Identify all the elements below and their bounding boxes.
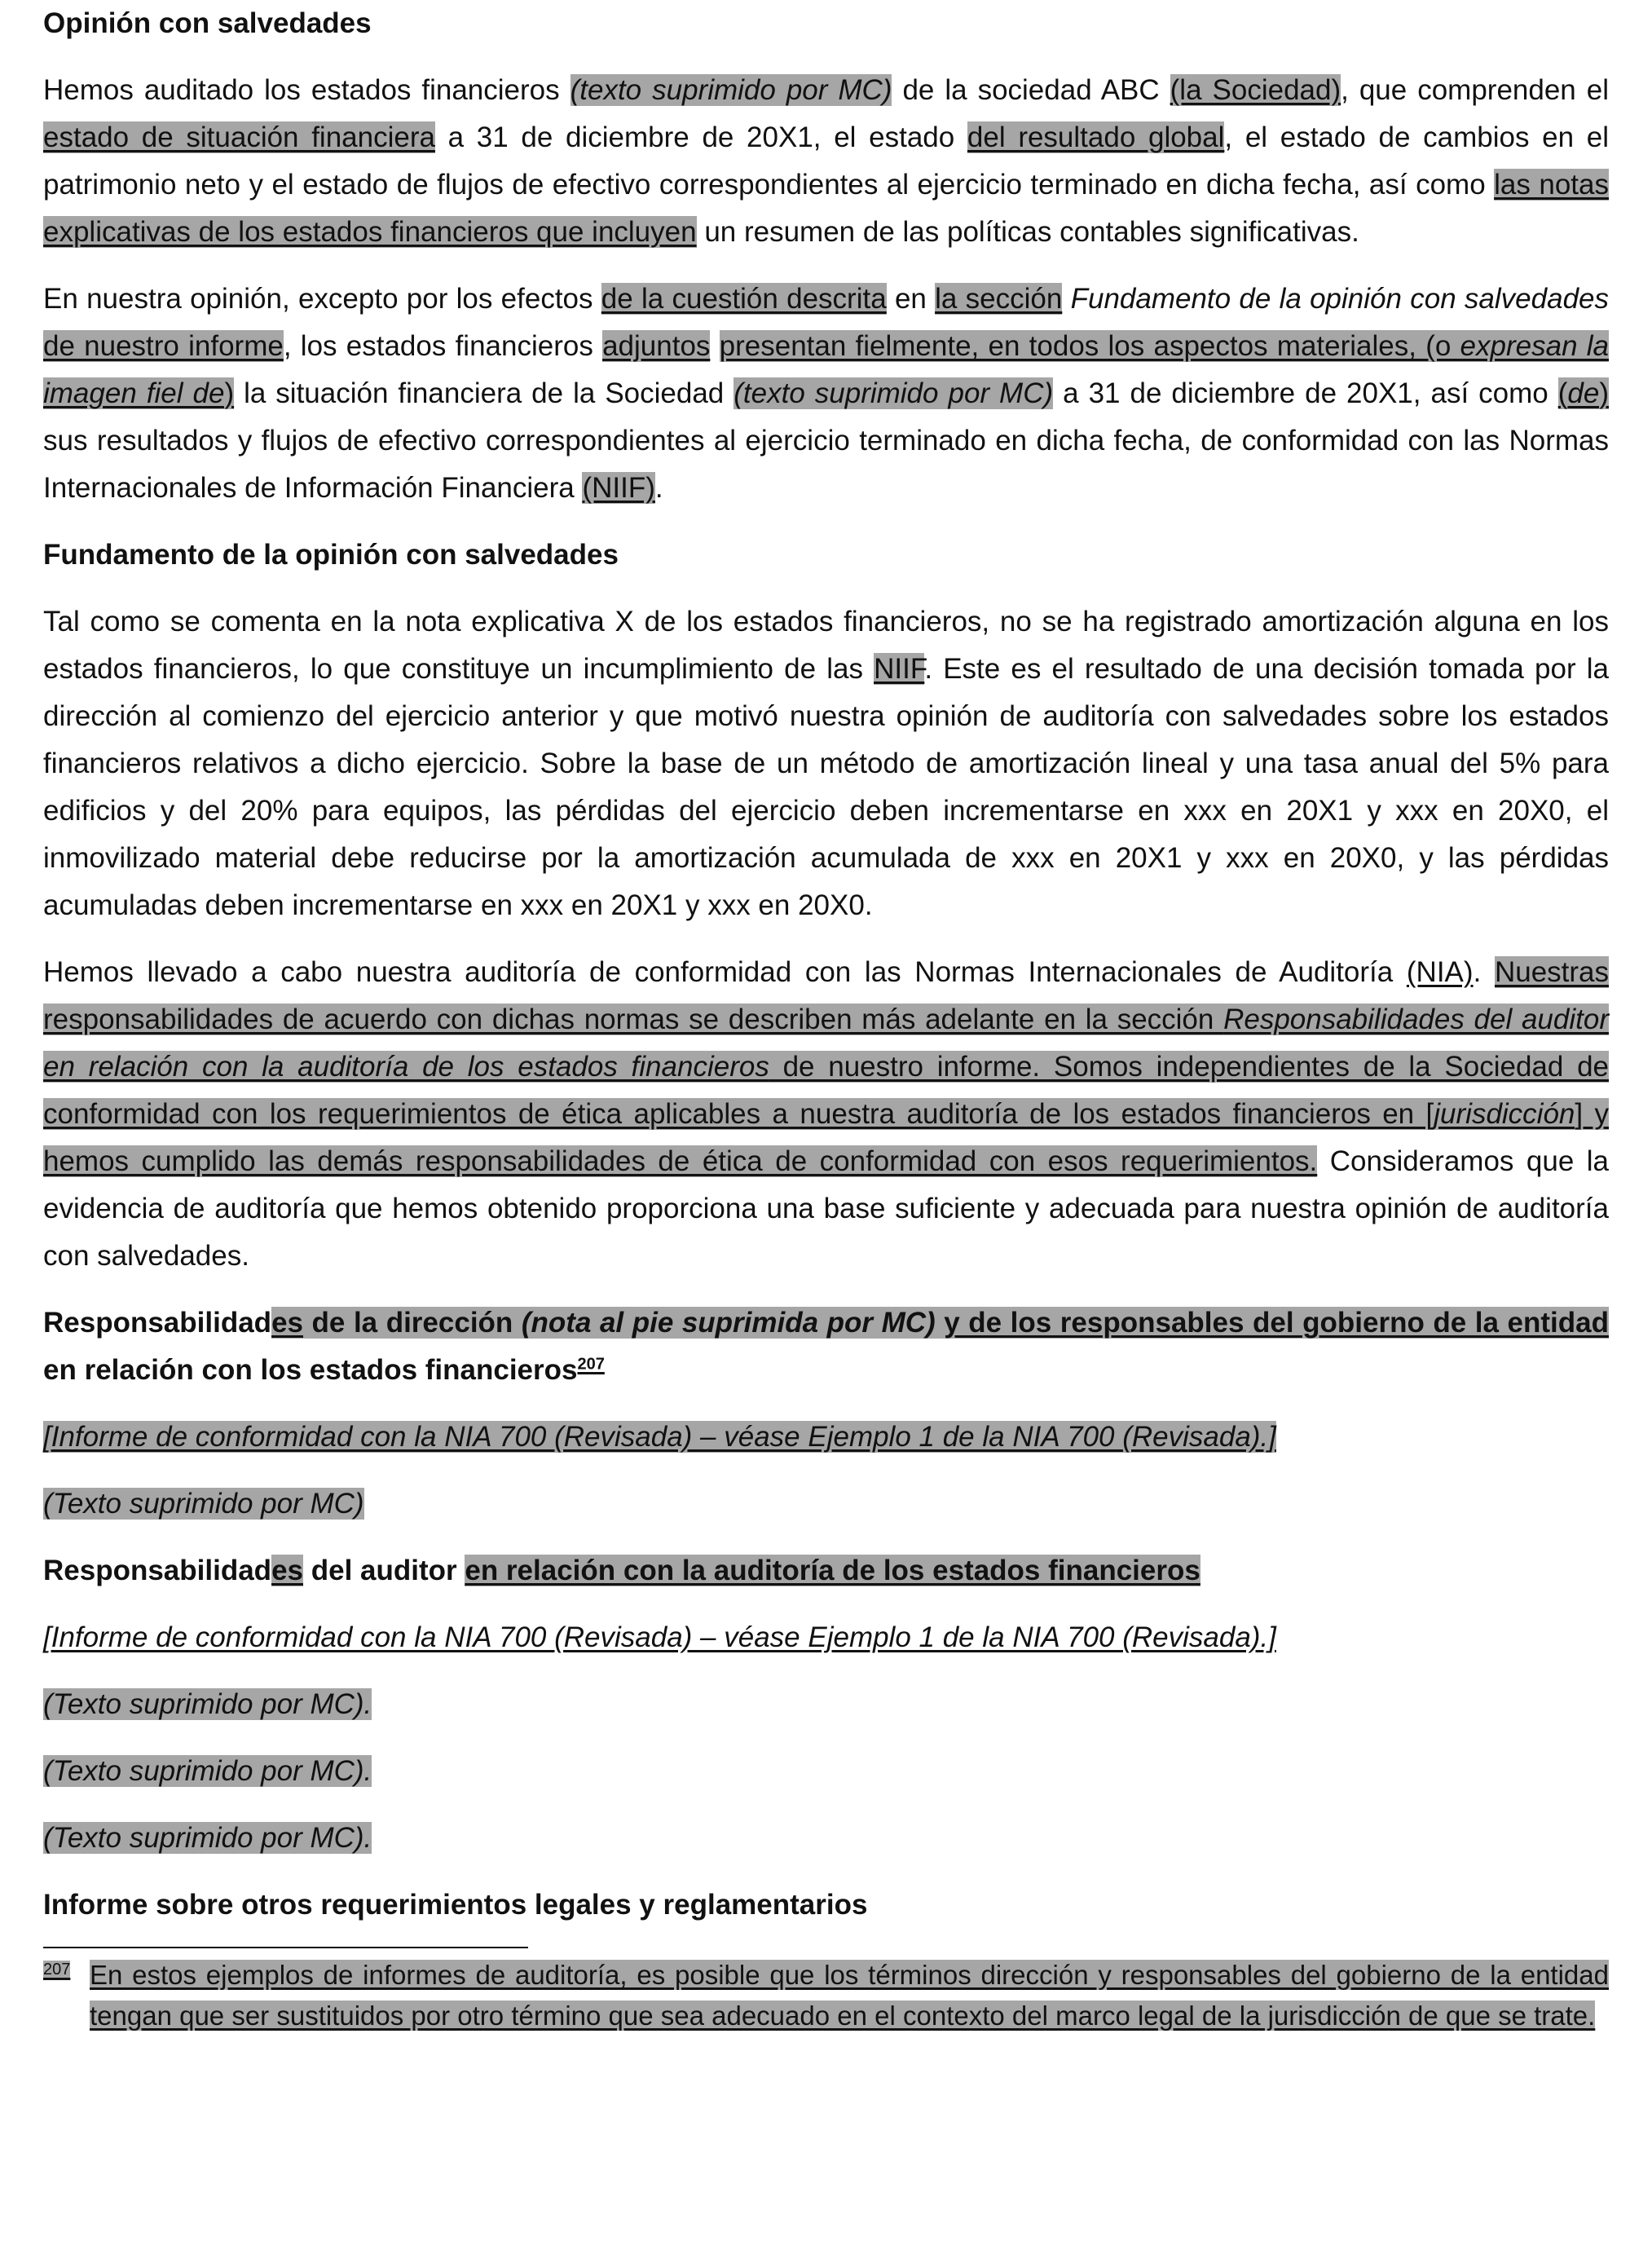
text-run: Fundamento de la opinión con salvedades <box>1070 283 1610 315</box>
text-run: Responsabilidad <box>43 1307 272 1339</box>
highlight-run: en relación con la auditoría de los estados financieros <box>465 1555 1200 1586</box>
text-run: un resumen de las políticas contables significativas. <box>696 216 1359 248</box>
highlight-run: NIIF <box>874 653 925 685</box>
highlight-run: de la cuestión descrita <box>601 283 887 315</box>
heading-opinion: Opinión con salvedades <box>43 7 372 39</box>
heading-otros-requerimientos: Informe sobre otros requerimientos legales y reglamentarios <box>43 1889 868 1921</box>
text-run: a 31 de diciembre de 20X1, el estado <box>434 121 967 153</box>
text-run: . <box>1473 956 1495 988</box>
suppressed-text-4 <box>43 1815 1609 1862</box>
highlight-run: Responsabilidades del auditor en relación con la auditoría de los estados financieros <box>43 1004 1609 1083</box>
text-run: Hemos auditado los estados financieros <box>43 74 570 106</box>
highlight-run: (Texto suprimido por MC). <box>43 1755 372 1787</box>
text-run: , el estado de cambios en el patrimonio neto y el estado de flujos de efectivo correspondientes al ejercicio terminado en dicha fecha, así como <box>43 121 1609 201</box>
underline-run: (NIA) <box>1406 956 1474 988</box>
highlight-run: de nuestro informe. Somos independientes de la Sociedad de conformidad con los requerimientos de ética aplicables a nuestra auditoría de los estados financieros en [ <box>43 1051 1610 1130</box>
reference-nia-700-1 <box>43 1414 1609 1461</box>
footnote <box>43 1955 1609 2036</box>
text-run: , los estados financieros <box>283 330 603 362</box>
paragraph-fundamento <box>43 598 1609 929</box>
highlight-run: (Texto suprimido por MC) <box>43 1488 364 1520</box>
heading-fundamento: Fundamento de la opinión con salvedades <box>43 539 619 571</box>
highlight-run: En estos ejemplos de informes de auditoría, es posible que los términos dirección y responsables del gobierno de la entidad tengan que ser sustituidos por otro término que sea adecuado en el contexto del marco legal de la jurisdicción de que se trate. <box>90 1960 1609 2031</box>
highlight-run: ) <box>224 377 235 409</box>
text-run: . <box>654 472 663 504</box>
suppressed-text-1 <box>43 1480 1609 1528</box>
highlight-run: estado de situación financiera <box>43 121 435 153</box>
highlight-run: (Texto suprimido por MC). <box>43 1688 372 1720</box>
footnote-number <box>43 1955 90 2036</box>
highlight-run: adjuntos <box>602 330 711 362</box>
suppressed-text-2 <box>43 1681 1609 1728</box>
highlight-run <box>936 1307 945 1339</box>
paragraph-opinion <box>43 67 1609 256</box>
highlight-run: (nota al pie suprimida por MC) <box>521 1307 936 1339</box>
highlight-run: la sección <box>935 283 1063 315</box>
text-run: de la sociedad ABC <box>892 74 1170 106</box>
highlight-run: Nuestras responsabilidades de acuerdo con dichas normas se describen más adelante en la sección <box>43 956 1610 1035</box>
highlight-run: (texto suprimido por MC) <box>733 377 1054 409</box>
reference-nia-700-2 <box>43 1614 1609 1661</box>
suppressed-text-3 <box>43 1748 1609 1795</box>
highlight-run: expresan la imagen fiel de <box>43 330 1609 409</box>
footnote-number-label: 207 <box>43 1961 71 1978</box>
text-run: la situación financiera de la Sociedad <box>234 377 734 409</box>
highlight-run: (NIIF) <box>582 472 655 504</box>
highlight-run: (Texto suprimido por MC). <box>43 1822 372 1854</box>
highlight-run: las notas explicativas de los estados financieros que incluyen <box>43 169 1609 248</box>
highlight-run: presentan fielmente, en todos los aspectos materiales, (o <box>719 330 1460 362</box>
text-run: En nuestra opinión, excepto por los efectos <box>43 283 601 315</box>
highlight-run: de nuestro informe <box>43 330 284 362</box>
text-run: en <box>886 283 936 315</box>
highlight-run: jurisdicción <box>1434 1098 1575 1130</box>
footnote-separator <box>43 1947 528 1948</box>
highlight-run: ( <box>1557 377 1568 409</box>
highlight-run: es <box>271 1307 303 1339</box>
text-run: en relación con los estados financieros <box>43 1354 578 1386</box>
highlight-run: es <box>271 1555 303 1586</box>
text-run <box>710 330 719 362</box>
footnote-text <box>90 1955 1609 2036</box>
footnote-reference[interactable]: 207 <box>577 1355 605 1374</box>
text-run <box>1062 283 1070 315</box>
paragraph-fundamento-2 <box>43 949 1609 1280</box>
highlight-run: [Informe de conformidad con la NIA 700 (Revisada) – véase Ejemplo 1 de la NIA 700 (Revisada).] <box>43 1421 1276 1453</box>
heading-responsabilidades-auditor <box>43 1547 1609 1595</box>
text-run: sus resultados y flujos de efectivo correspondientes al ejercicio terminado en dicha fecha, de conformidad con las Normas Internacionales de Información Financiera <box>43 425 1609 504</box>
text-run: . Este es el resultado de una decisión tomada por la dirección al comienzo del ejercicio anterior y que motivó nuestra opinión de auditoría con salvedades sobre los estados financieros relativos a dicho ejercicio. Sobre la base de un método de amortización lineal y una tasa anual del 5% para edificios y del 20% para equipos, las pérdidas del ejercicio deben incrementarse en xxx en 20X1 y xxx en 20X0, el inmovilizado material debe reducirse por la amortización acumulada de xxx en 20X1 y xxx en 20X0, y las pérdidas acumuladas deben incrementarse en xxx en 20X1 y xxx en 20X0. <box>43 653 1609 921</box>
text-run: Consideramos que la evidencia de auditoría que hemos obtenido proporciona una base suficiente y adecuada para nuestra opinión de auditoría con salvedades. <box>43 1145 1610 1272</box>
highlight-run: ] y hemos cumplido las demás responsabilidades de ética de conformidad con esos requerimientos. <box>43 1098 1610 1177</box>
text-run: Tal como se comenta en la nota explicativa X de los estados financieros, no se ha registrado amortización alguna en los estados financieros, lo que constituye un incumplimiento de las <box>43 606 1609 685</box>
underline-run: [Informe de conformidad con la NIA 700 (Revisada) – véase Ejemplo 1 de la NIA 700 (Revisada).] <box>43 1621 1276 1653</box>
text-run: , que comprenden el <box>1341 74 1609 106</box>
paragraph-opinion-2 <box>43 276 1609 512</box>
highlight-run: del resultado global <box>967 121 1225 153</box>
highlight-run: de <box>1567 377 1600 409</box>
text-run: a 31 de diciembre de 20X1, así como <box>1053 377 1558 409</box>
highlight-run: y de los responsables del gobierno de la entidad <box>944 1307 1609 1339</box>
text-run: Hemos llevado a cabo nuestra auditoría de conformidad con las Normas Internacionales de Auditoría <box>43 956 1407 988</box>
highlight-run: de la dirección <box>303 1307 522 1339</box>
highlight-run: (la Sociedad) <box>1170 74 1341 106</box>
highlight-run: (texto suprimido por MC) <box>570 74 892 106</box>
text-run: del auditor <box>303 1555 465 1586</box>
highlight-run: ) <box>1599 377 1609 409</box>
heading-responsabilidades-direccion <box>43 1299 1609 1394</box>
text-run: Responsabilidad <box>43 1555 272 1586</box>
